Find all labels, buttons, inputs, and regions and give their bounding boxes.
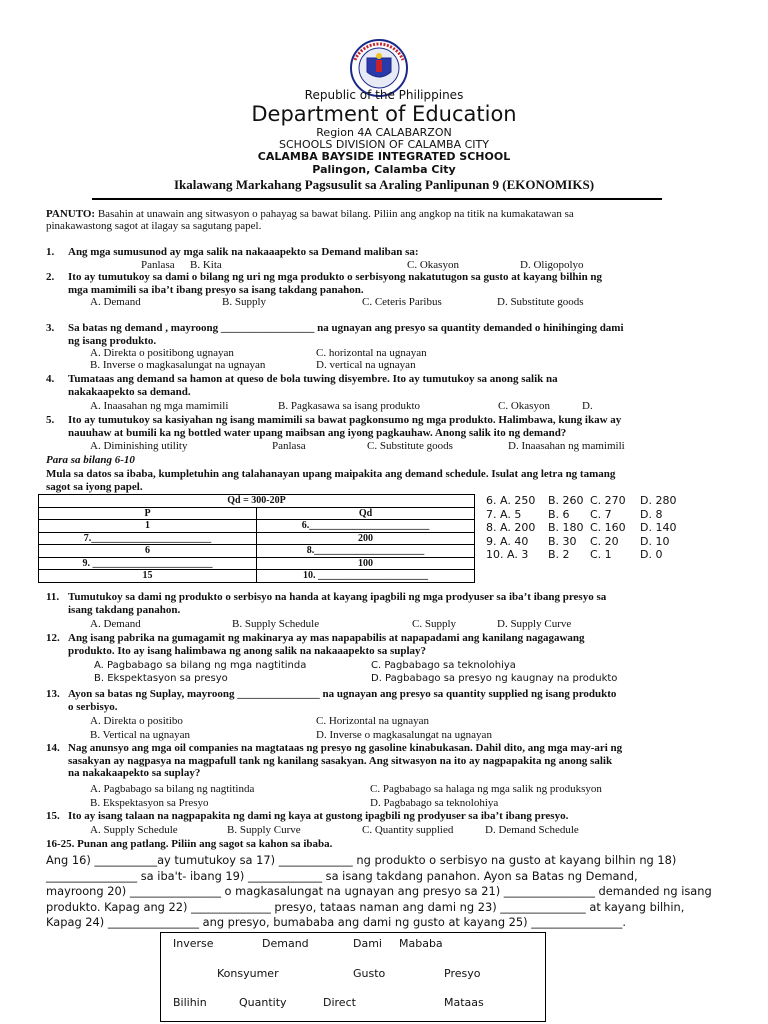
q15-option-c: C. Quantity supplied — [362, 824, 454, 836]
question-text: Ayon sa batas ng Suplay, mayroong _______________ na ugnayan ang presyo sa quantity supplied ng isang produkto — [68, 688, 617, 700]
q15-option-a: A. Supply Schedule — [90, 824, 178, 836]
q5-option-b: Panlasa — [272, 440, 306, 452]
header-divider — [92, 198, 662, 200]
department-title: Department of Education — [251, 102, 517, 126]
table-header: Qd — [257, 507, 475, 520]
section-6-10-instruction: Mula sa datos sa ibaba, kumpletuhin ang talahanayan upang maipakita ang demand schedule. Isulat ang letra ng tamang — [46, 468, 616, 480]
question-text: Ito ay isang talaan na nagpapakita ng dami ng kaya at gustong ipagbili ng prodyuser sa iba’t ibang presyo. — [68, 810, 569, 822]
q13-option-d: D. Inverse o magkasalungat na ugnayan — [316, 729, 492, 741]
word-bank-box — [160, 932, 546, 1022]
demand-schedule-table — [38, 494, 475, 583]
q3-option-c: C. horizontal na ugnayan — [316, 347, 427, 359]
choice-row: 6. A. 250 B. 260 C. 270 D. 280 — [486, 494, 677, 507]
question-number: 1. — [46, 246, 55, 258]
question-number: 11. — [46, 591, 60, 603]
word-bank-item: Konsyumer — [217, 967, 279, 980]
question-text: na nakakaapekto sa suplay? — [68, 767, 201, 780]
q3-option-a: A. Direkta o positibong ugnayan — [90, 347, 234, 359]
question-text: Ang isang pabrika na gumagamit ng makinarya ay mas napapabilis at napapadami ang kanilang nagagawang — [68, 632, 585, 644]
q2-option-d: D. Substitute goods — [497, 296, 584, 308]
table-cell: 200 — [257, 532, 475, 545]
question-number: 2. — [46, 271, 55, 283]
q15-option-d: D. Demand Schedule — [485, 824, 579, 836]
table-row — [39, 557, 475, 570]
choice-row: 7. A. 5 B. 6 C. 7 D. 8 — [486, 507, 663, 521]
question-text: mga mamimili sa iba’t ibang presyo sa isang takdang panahon. — [68, 283, 364, 296]
table-cell: 9. ________________________ — [39, 557, 257, 570]
q4-option-c: C. Okasyon — [498, 400, 550, 412]
choice-row: 8. A. 200 B. 180 C. 160 D. 140 — [486, 521, 677, 534]
table-cell: 1 — [39, 520, 257, 533]
section-6-10-label: Para sa bilang 6-10 — [46, 454, 135, 466]
question-text: isang takdang panahon. — [68, 603, 181, 616]
question-text: Nag anunsyo ang mga oil companies na magtataas ng presyo ng gasoline kinabukasan. Dahil dito, ang mga may-ari ng — [68, 742, 623, 754]
question-1 — [46, 246, 728, 259]
q3-option-d: D. vertical na ugnayan — [316, 359, 416, 371]
fill-in-paragraph — [46, 853, 712, 931]
q2-option-c: C. Ceteris Paribus — [362, 296, 442, 308]
q2-option-b: B. Supply — [222, 296, 267, 308]
q12-option-a: A. Pagbabago sa bilang ng mga nagtitinda — [94, 660, 307, 671]
table-title: Qd = 300-20P — [39, 495, 475, 508]
q11-option-d: D. Supply Curve — [497, 618, 572, 630]
school-name: CALAMBA BAYSIDE INTEGRATED SCHOOL — [257, 150, 511, 163]
panuto-line2: pinakawastong sagot at ilagay sa sagutang papel. — [46, 220, 262, 232]
fill-line: produkto. Kapag ang 22) ______________ presyo, tataas naman ang dami ng 23) _______________ at kayang bilhin, — [46, 899, 685, 914]
word-bank-item: Mataas — [444, 996, 484, 1009]
question-text: Tumutukoy sa dami ng produkto o serbisyo na handa at kayang ipagbili ng mga prodyuser sa iba’t ibang presyo sa — [68, 591, 607, 603]
q12-option-d: D. Pagbabago sa presyo ng kaugnay na produkto — [371, 673, 618, 684]
q4-option-a: A. Inaasahan ng mga mamimili — [90, 400, 229, 412]
question-number: 14. — [46, 742, 60, 754]
question-number: 5. — [46, 414, 55, 426]
q5-option-a: A. Diminishing utility — [90, 440, 188, 452]
q13-option-b: B. Vertical na ugnayan — [90, 729, 190, 741]
question-13 — [46, 688, 728, 713]
word-bank-item: Bilihin — [173, 996, 207, 1009]
word-bank-item: Inverse — [173, 937, 214, 950]
table-cell: 8.______________________ — [257, 545, 475, 558]
question-12 — [46, 632, 728, 657]
question-number: 4. — [46, 373, 55, 385]
region-line: Region 4A CALABARZON — [316, 126, 452, 139]
q5-option-d: D. Inaasahan ng mamimili — [508, 440, 625, 452]
q1-option-b: B. Kita — [190, 259, 222, 271]
question-text: Tumataas ang demand sa hamon at queso de bola tuwing disyembre. Ito ay tumutukoy sa anong salik na — [68, 373, 558, 385]
question-number: 3. — [46, 322, 55, 334]
table-row — [39, 570, 475, 583]
table-cell: 6.________________________ — [257, 520, 475, 533]
q15-option-b: B. Supply Curve — [227, 824, 301, 836]
q3-option-b: B. Inverse o magkasalungat na ugnayan — [90, 359, 266, 371]
word-bank-item: Mababa — [399, 937, 443, 950]
panuto-label: PANUTO: — [46, 208, 96, 220]
choice-row: 9. A. 40 B. 30 C. 20 D. 10 — [486, 534, 670, 548]
q11-option-c: C. Supply — [412, 618, 457, 630]
q1-option-d: D. Oligopolyo — [520, 259, 584, 271]
question-text: nauuhaw at bumili ka ng bottled water upang maibsan ang iyong pagkauhaw. Anong salik ito ng demand? — [68, 426, 567, 439]
word-bank-item: Presyo — [444, 967, 481, 980]
question-14 — [46, 742, 728, 780]
word-bank-item: Quantity — [239, 996, 287, 1009]
q14-option-d: D. Pagbabago sa teknolohiya — [370, 797, 499, 809]
table-row — [39, 545, 475, 558]
section-16-25-heading: 16-25. Punan ang patlang. Piliin ang sagot sa kahon sa ibaba. — [46, 838, 333, 850]
question-text: Ito ay tumutukoy sa kasiyahan ng isang mamimili sa bawat pagkonsumo ng mga produkto. Halimbawa, kung ikaw ay — [68, 414, 622, 426]
question-text: ng isang produkto. — [68, 334, 157, 347]
table-cell: 15 — [39, 570, 257, 583]
q4-option-d: D. — [582, 400, 593, 412]
question-text: Sa batas ng demand , mayroong _________________ na ugnayan ang presyo sa quantity demanded o hinihinging dami — [68, 322, 624, 334]
table-cell: 6 — [39, 545, 257, 558]
question-2 — [46, 271, 728, 296]
division-line: SCHOOLS DIVISION OF CALAMBA CITY — [279, 138, 489, 151]
question-15 — [46, 810, 728, 823]
fill-line: Kapag 24) ________________ ang presyo, bumababa ang dami ng gusto at kayang 25) ________________. — [46, 915, 626, 929]
question-text: o serbisyo. — [68, 700, 118, 713]
panuto-block — [46, 208, 574, 221]
question-text: produkto. Ito ay isang halimbawa ng anong salik na nakaaapekto sa suplay? — [68, 644, 427, 657]
q1-option-c: C. Okasyon — [407, 259, 459, 271]
q13-option-c: C. Horizontal na ugnayan — [316, 715, 430, 727]
question-number: 13. — [46, 688, 60, 700]
table-cell: 100 — [257, 557, 475, 570]
fill-line: mayroong 20) ________________ o magkasalungat na ugnayan ang presyo sa 21) ________________ demanded ng isang — [46, 884, 712, 898]
q14-option-a: A. Pagbabago sa bilang ng nagtitinda — [90, 783, 255, 795]
table-row — [39, 520, 475, 533]
school-address: Palingon, Calamba City — [312, 163, 456, 176]
q13-option-a: A. Direkta o positibo — [90, 715, 183, 727]
section-6-10-instruction: sagot sa iyong papel. — [46, 481, 143, 493]
question-text: sasakyan ay nagpasya na magpafull tank ng kanilang sasakyan. Ang sitwasyon na ito ay nagpapakita ng anong salik — [68, 754, 613, 767]
word-bank-item: Dami — [353, 937, 382, 950]
fill-line: Ang 16) ___________ay tumutukoy sa 17) _____________ ng produkto o serbisyo na gusto at kayang bilhin ng 18) — [46, 853, 677, 867]
question-11 — [46, 591, 728, 616]
question-4 — [46, 373, 728, 398]
word-bank-item: Direct — [323, 996, 356, 1009]
q11-option-a: A. Demand — [90, 618, 141, 630]
q14-option-c: C. Pagbabago sa halaga ng mga salik ng produksyon — [370, 783, 602, 795]
table-cell: 10. ______________________ — [257, 570, 475, 583]
table-row — [39, 532, 475, 545]
question-number: 15. — [46, 810, 60, 822]
q2-option-a: A. Demand — [90, 296, 141, 308]
panuto-line1: Basahin at unawain ang sitwasyon o pahayag sa bawat bilang. Piliin ang angkop na titik na kumakatawan sa — [97, 208, 574, 220]
question-3 — [46, 322, 728, 347]
question-text: nakakaapekto sa demand. — [68, 385, 191, 398]
q11-option-b: B. Supply Schedule — [232, 618, 320, 630]
q12-option-b: B. Ekspektasyon sa presyo — [94, 673, 228, 684]
question-number: 12. — [46, 632, 60, 644]
q1-option-a: Panlasa — [141, 259, 175, 271]
table-cell: 7.________________________ — [39, 532, 257, 545]
word-bank-item: Demand — [262, 937, 309, 950]
question-text: Ito ay tumutukoy sa dami o bilang ng uri ng mga produkto o serbisyong nakatutugon sa gusto at kayang bilhin ng — [68, 271, 603, 283]
exam-title: Ikalawang Markahang Pagsusulit sa Araling Panlipunan 9 (EKONOMIKS) — [173, 177, 595, 192]
word-bank-item: Gusto — [353, 967, 386, 980]
q12-option-c: C. Pagbabago sa teknolohiya — [371, 660, 516, 671]
q5-option-c: C. Substitute goods — [367, 440, 453, 452]
q4-option-b: B. Pagkasawa sa isang produkto — [278, 400, 421, 412]
q14-option-b: B. Ekspektasyon sa Presyo — [90, 797, 209, 809]
choice-row: 10. A. 3 B. 2 C. 1 D. 0 — [486, 548, 663, 561]
fill-line: ________________ sa iba't- ibang 19) _____________ sa isang takdang panahon. Ayon sa Batas ng Demand, — [46, 868, 638, 883]
question-5 — [46, 414, 728, 439]
table-header: P — [39, 507, 257, 520]
choices-6-10 — [486, 494, 676, 562]
question-text: Ang mga sumusunod ay mga salik na nakaaapekto sa Demand maliban sa: — [68, 246, 419, 258]
republic-line: Republic of the Philippines — [304, 88, 464, 102]
